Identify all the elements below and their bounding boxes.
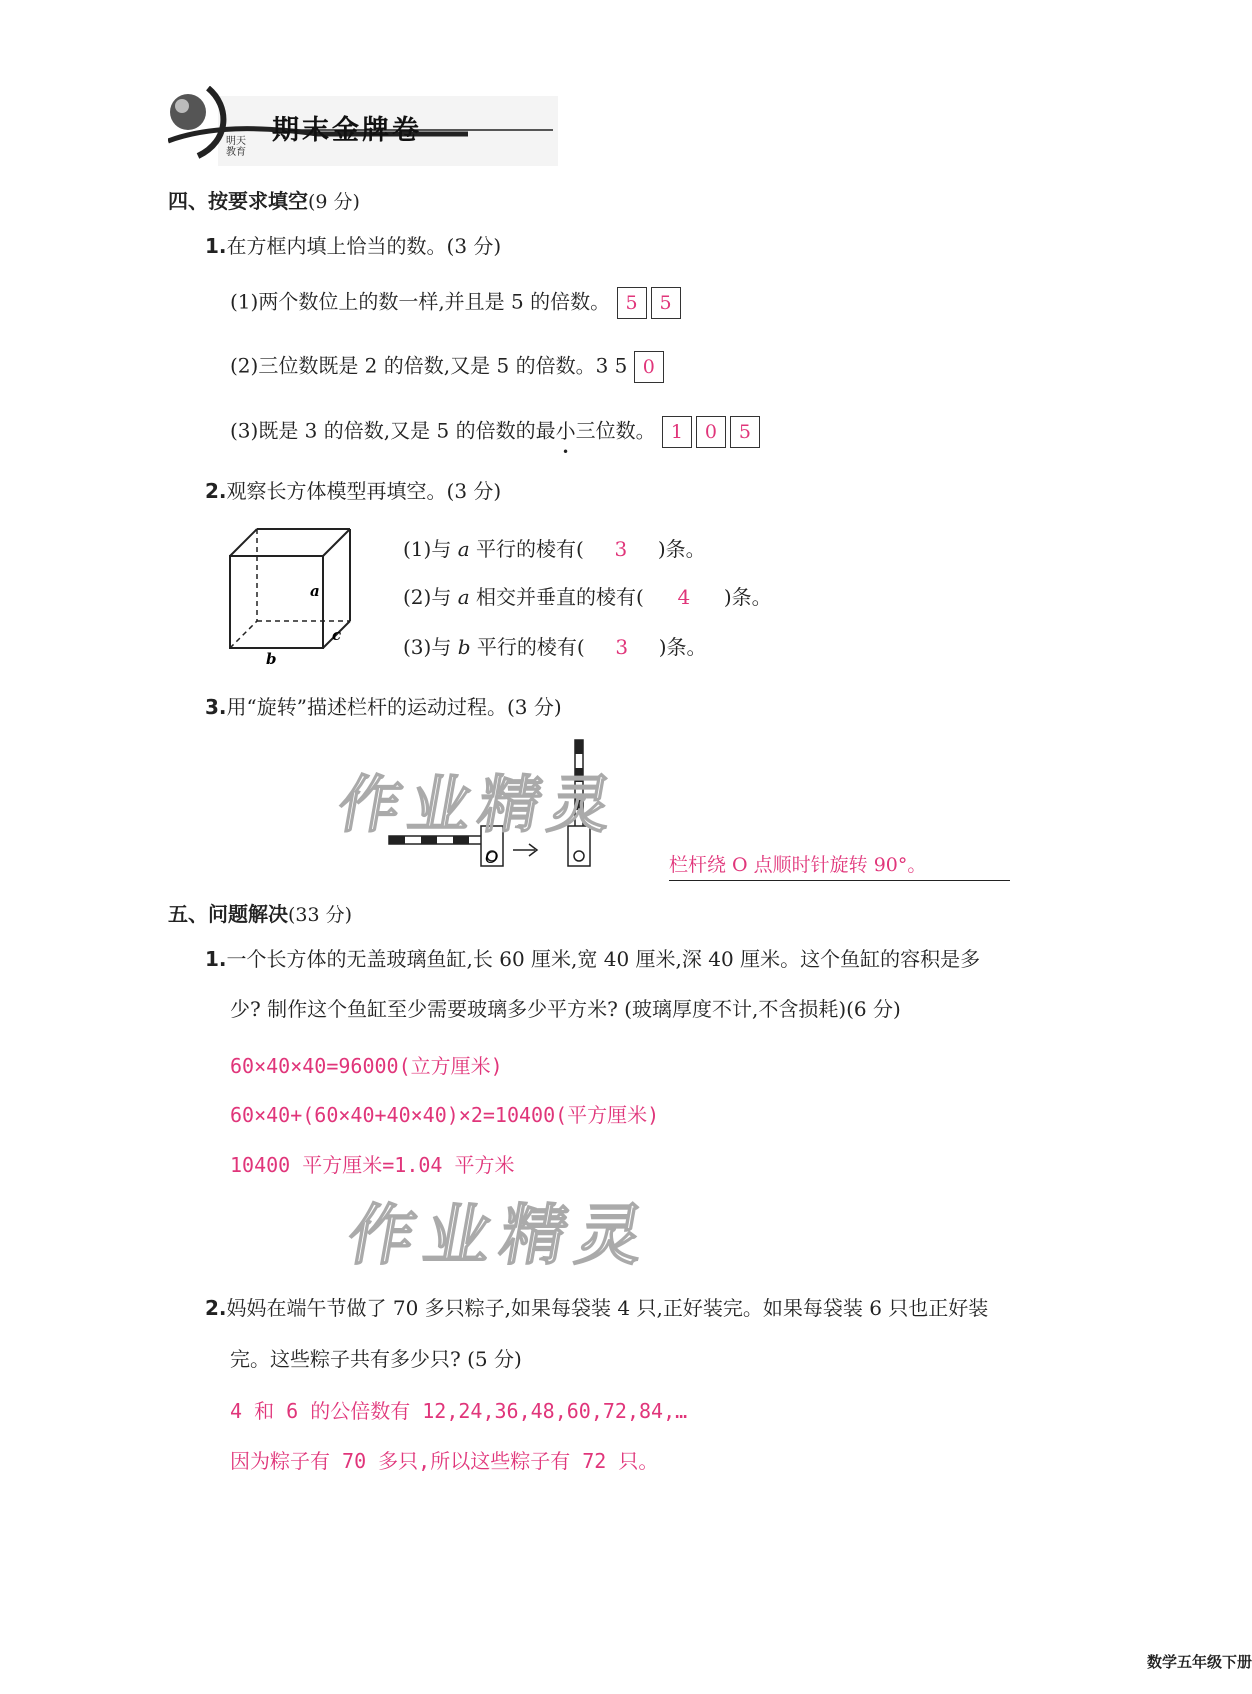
watermark: 作业精灵 — [332, 768, 626, 841]
section-4-heading — [168, 185, 360, 214]
answer-box[interactable]: 5 — [651, 287, 681, 319]
answer-blank[interactable]: 3 — [614, 537, 628, 561]
answer-box[interactable]: 0 — [634, 351, 664, 383]
subquestion-4-2-2 — [403, 583, 772, 611]
subquestion-text: (3)既是 3 的倍数,又是 5 的倍数的最 — [230, 418, 556, 443]
answer-box[interactable]: 0 — [696, 416, 726, 448]
subquestion-text: (2)三位数既是 2 的倍数,又是 5 的倍数。3 5 — [230, 353, 628, 378]
page-footer: 数学五年级下册 — [1146, 1653, 1252, 1671]
question-5-2 — [205, 1294, 1205, 1322]
subquestion-4-2-1 — [403, 535, 706, 563]
subquestion-text: (1)与 — [403, 537, 452, 561]
edge-label-a: a — [310, 582, 320, 600]
answer-line: 4 和 6 的公倍数有 12,24,36,48,60,72,84,… — [230, 1399, 688, 1423]
section-4-score: (9 分) — [308, 191, 360, 213]
answer-box[interactable]: 5 — [617, 287, 647, 319]
subquestion-text: (2)与 — [403, 585, 452, 609]
section-5-score: (33 分) — [288, 904, 353, 926]
question-number: 2. — [205, 1296, 227, 1320]
answer-line: 10400 平方厘米=1.04 平方米 — [230, 1153, 515, 1177]
question-number: 1. — [205, 234, 227, 258]
variable: a — [457, 537, 470, 561]
edge-label-c: c — [332, 626, 342, 644]
cuboid-figure — [222, 520, 372, 665]
question-4-2 — [205, 477, 501, 505]
subquestion-text: (3)与 — [403, 635, 452, 659]
question-text: 妈妈在端午节做了 70 多只粽子,如果每袋装 4 只,正好装完。如果每袋装 6 只也正好装 — [226, 1296, 989, 1320]
subquestion-text: )条。 — [657, 537, 706, 561]
subquestion-4-1-2 — [230, 351, 668, 383]
answer-line: 60×40+(60×40+40×40)×2=10400(平方厘米) — [230, 1103, 660, 1127]
section-4-title: 四、按要求填空 — [168, 189, 308, 213]
section-5-title: 五、问题解决 — [168, 902, 288, 926]
question-text: 观察长方体模型再填空。(3 分) — [226, 479, 502, 503]
variable: b — [457, 635, 471, 659]
logo-text: 明天教育 — [226, 136, 246, 158]
question-text: 用“旋转”描述栏杆的运动过程。(3 分) — [226, 695, 562, 719]
section-5-heading — [168, 898, 352, 927]
question-text: 在方框内填上恰当的数。(3 分) — [226, 234, 502, 258]
question-number: 2. — [205, 479, 227, 503]
subquestion-text: )条。 — [658, 635, 707, 659]
pivot-label: O — [485, 848, 499, 867]
answer-text[interactable]: 栏杆绕 O 点顺时针旋转 90°。 — [669, 850, 1010, 881]
subquestion-text: 相交并垂直的棱有( — [476, 585, 644, 609]
subquestion-4-1-3 — [230, 416, 764, 448]
question-5-1 — [205, 945, 1205, 973]
subquestion-text: (1)两个数位上的数一样,并且是 5 的倍数。 — [230, 289, 611, 314]
subquestion-text: 平行的棱有( — [476, 635, 585, 659]
subquestion-text: )条。 — [723, 585, 772, 609]
question-text: 一个长方体的无盖玻璃鱼缸,长 60 厘米,宽 40 厘米,深 40 厘米。这个鱼缸的容积是多 — [226, 947, 981, 971]
variable: a — [457, 585, 470, 609]
answer-blank[interactable]: 4 — [677, 585, 691, 609]
subquestion-text: 三位数。 — [575, 418, 656, 443]
emphasis-text: 小 — [555, 418, 576, 443]
question-4-1 — [205, 232, 501, 260]
answer-line: 因为粽子有 70 多只,所以这些粽子有 72 只。 — [230, 1449, 659, 1473]
subquestion-text: 平行的棱有( — [476, 537, 584, 561]
watermark: 作业精灵 — [342, 1197, 660, 1274]
question-5-2-cont: 完。这些粽子共有多少只? (5 分) — [230, 1347, 522, 1371]
question-4-3 — [205, 693, 562, 721]
question-number: 3. — [205, 695, 227, 719]
edge-label-b: b — [266, 650, 277, 665]
question-5-1-cont: 少? 制作这个鱼缸至少需要玻璃多少平方米? (玻璃厚度不计,不含损耗)(6 分) — [230, 997, 901, 1021]
question-4-3-answer-line — [645, 850, 1010, 881]
subquestion-4-1-1 — [230, 287, 685, 319]
question-number: 1. — [205, 947, 227, 971]
subquestion-4-2-3 — [403, 633, 707, 661]
answer-line: 60×40×40=96000(立方厘米) — [230, 1054, 503, 1078]
exam-title: 期末金牌卷 — [272, 115, 422, 146]
answer-box[interactable]: 1 — [662, 416, 692, 448]
answer-blank[interactable]: 3 — [615, 635, 629, 659]
answer-box[interactable]: 5 — [730, 416, 760, 448]
